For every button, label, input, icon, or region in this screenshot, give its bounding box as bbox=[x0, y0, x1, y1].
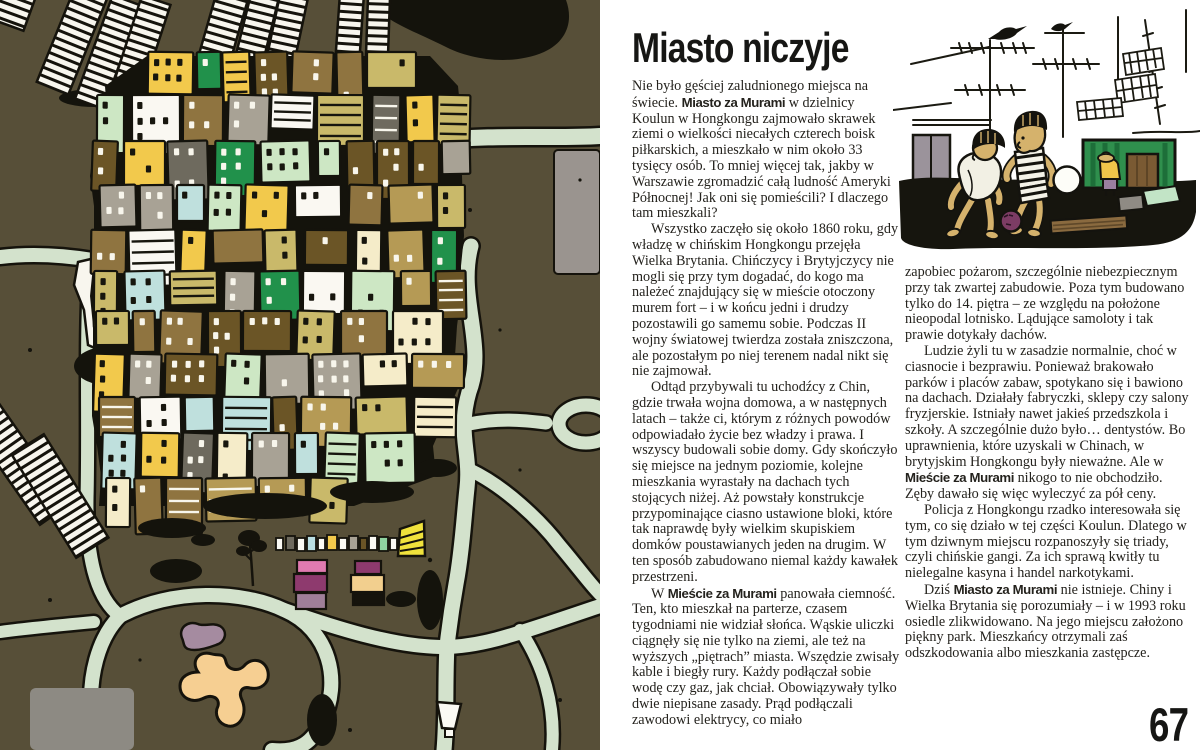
text-segment: Ludzie żyli tu w zasadzie normalnie, choć w ciasnocie i bezprawiu. Ponieważ brakowało parków i placów zabaw, spotykano się i bawiono na dachach. Działały fabryczki, sklepy czy salony fryzjerskie. Istniały nawet jakieś przedszkola i szkoły. A szczególnie dużo było… dentystów. Bo uprawnienia, które uzyskali w Chinach, w brytyjskim Hongkongu były nieważne. Ale w bbox=[905, 343, 1189, 470]
rooftop-kids-illustration bbox=[893, 2, 1200, 264]
page-number: 67 bbox=[1149, 701, 1188, 748]
bold-phrase: Mieście za Murami bbox=[905, 470, 1014, 485]
building-cluster bbox=[90, 51, 470, 538]
paragraph-1 bbox=[632, 79, 900, 222]
bold-phrase: Mieście za Murami bbox=[668, 586, 777, 601]
page-title: Miasto niczyje bbox=[632, 24, 849, 72]
paragraph-2: Wszystko zaczęło się około 1860 roku, gdy władzę w chińskim Hongkongu przejęła Wielka Brytania. Chińczycy i Brytyjczycy nie mogli się przy tym dogadać, do kogo ma należeć znajdujący się w mieście otoczony murem fort – i w końcu jedni i drudzy pozostawili go samemu sobie. Podczas II wojny światowej twierdza została zniszczona, ale pozostałym po niej terenem nadal nikt się nie zajmował. bbox=[632, 222, 900, 380]
text-segment: Dziś bbox=[924, 582, 954, 598]
text-segment: nie istnieje. Chiny i Wielka Brytania się porozumiały – i w 1993 roku osiedle zlikwidowano. Na jego miejscu założono piękny park. Mieszkańcy otrzymali zaś odszkodowania albo mieszkania zastępcze. bbox=[905, 582, 1186, 661]
white-ball bbox=[1054, 167, 1081, 194]
text-segment: nikogo to nie obchodziło. Zęby dawało się więc wyleczyć za pół ceny. bbox=[905, 470, 1163, 502]
gray-mat bbox=[1118, 195, 1143, 211]
text-segment: w dzielnicy Koulun w Hongkongu zajmowało skrawek ziemi o wielkości niecałych czterech boisk piłkarskich, a mieszkało w nim około 33 tysięcy osób. To mniej więcej tak, jakby w Warszawie zgromadzić całą ludność Ameryki Północnej! Jak oni się pomieścili? I dlaczego tam mieszkali? bbox=[632, 95, 891, 222]
text-column-1 bbox=[632, 79, 900, 729]
paragraph-7: Policja z Hongkongu rzadko interesowała się tym, co się działo w tej części Koulun. Dlatego w tym dziwnym miejscu rozpanoszyły się triady, czyli chińskie gangi. Za ich sprawą kwitły tu nielegalne kasyna i handel narkotykami. bbox=[905, 503, 1189, 582]
right-page bbox=[600, 0, 1200, 750]
text-column-2 bbox=[905, 265, 1189, 662]
paragraph-6 bbox=[905, 344, 1189, 503]
text-segment: panowała ciemność. Ten, kto mieszkał na parterze, czasem tygodniami nie widział słońca. Wąskie uliczki ciągnęły się nie tylko na ziemi, ale też na wyższych „piętrach” miasta. Wszędzie zwisały kable i biegły rury. Każdy podłączał sobie wodę czy gaz, jak chciał. Obowiązywały tylko dwie niepisane zasady. Prąd podłączali zawodowi elektrycy, co miało bbox=[632, 586, 899, 728]
green-shed bbox=[1083, 140, 1175, 188]
text-segment: Nie było gęściej zaludnionego miejsca na świecie. bbox=[632, 78, 868, 111]
left-page bbox=[0, 0, 600, 750]
paragraph-5: zapobiec pożarom, szczególnie niebezpiecznym przy tak zwartej zabudowie. Poza tym budowano tylko do 14. piętra – ze względu na położone nieopodal lotnisko. Lądujące samoloty i tak prawie dotykały dachów. bbox=[905, 265, 1189, 344]
walled-city-map-illustration bbox=[0, 0, 600, 750]
gray-cabinet bbox=[913, 135, 950, 181]
shed-row bbox=[276, 535, 397, 551]
paragraph-8 bbox=[905, 582, 1189, 662]
paragraph-3: Odtąd przybywali tu uchodźcy z Chin, gdzie trwała wojna domowa, a w następnych latach – także ci, którym z różnych powodów odpowiadało życie bez władzy i prawa. I wszyscy budowali sobie domy. Gdy skończyło się miejsce na jednym poziomie, kolejne mieszkania wyrastały na dachach tych stojących niżej. Aż powstały konstrukcje przypominające ciasno ustawione bloki, które tak naprawdę były wielkim skupiskiem domków poustawianych jeden na drugim. W ten sposób zabudowano niemal każdy kawałek przestrzeni. bbox=[632, 380, 900, 585]
bold-phrase: Miasto za Murami bbox=[682, 95, 786, 110]
paragraph-4 bbox=[632, 586, 900, 729]
bold-phrase: Miasto za Murami bbox=[954, 582, 1058, 597]
purple-ball bbox=[1001, 211, 1022, 232]
text-segment: W bbox=[651, 586, 668, 602]
